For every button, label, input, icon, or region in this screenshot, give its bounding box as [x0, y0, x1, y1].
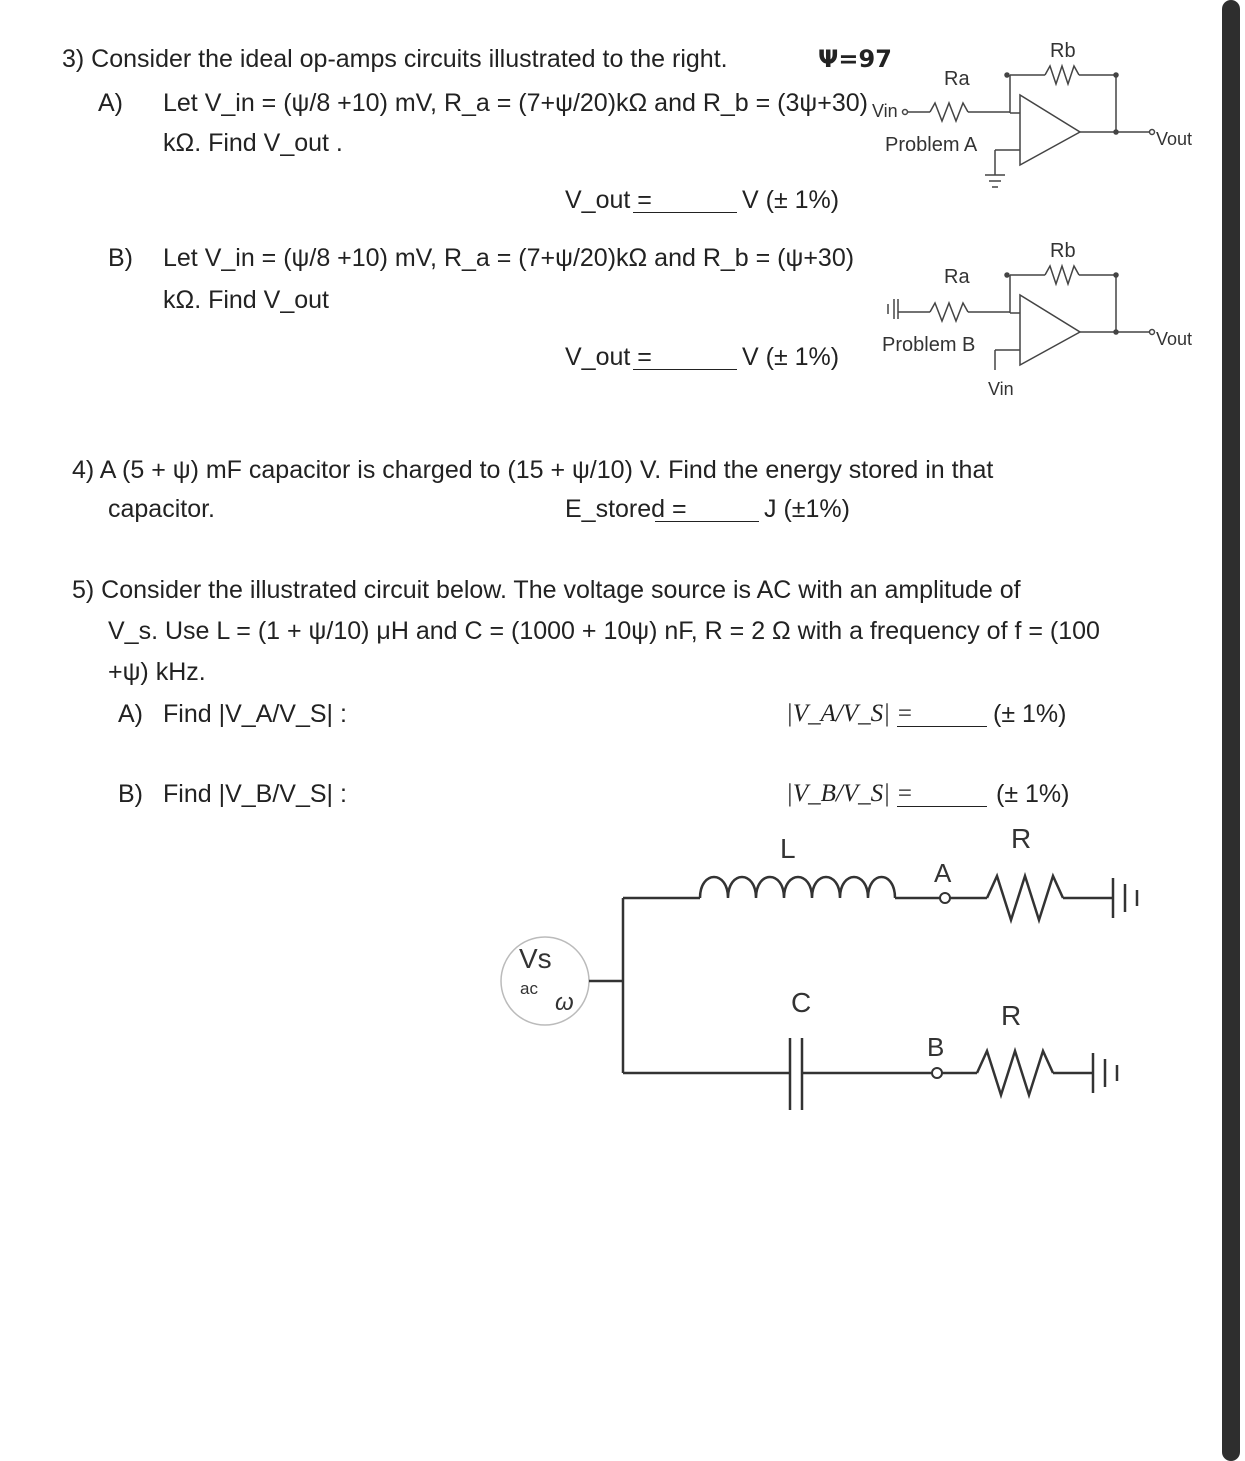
vout-label-a: Vout [1156, 129, 1193, 149]
opamp-circuit-b [860, 235, 1200, 410]
vin-label-a: Vin [872, 101, 898, 121]
q3b-answer-unit: V (± 1%) [742, 343, 840, 371]
q3b-line2: kΩ. Find V_out [163, 286, 329, 314]
q5b-label: B) [118, 780, 143, 808]
node-a-label: A [934, 858, 952, 888]
scrollbar[interactable] [1222, 0, 1240, 1461]
problem-b-caption: Problem B [882, 334, 976, 356]
q3b-label: B) [108, 244, 133, 272]
q3a-answer-unit: V (± 1%) [742, 186, 840, 214]
q3a-line1: Let V_in = (ψ/8 +10) mV, R_a = (7+ψ/20)kΩ and R_b = (3ψ+30) [163, 89, 868, 117]
q5a-answer-unit: (± 1%) [993, 700, 1067, 728]
q5a-prompt: Find |V_A/V_S| : [163, 700, 347, 728]
q5a-label: A) [118, 700, 143, 728]
rlc-circuit [495, 820, 1175, 1120]
q3b-answer-lhs: V_out = [565, 343, 652, 371]
q5-line2: V_s. Use L = (1 + ψ/10) μH and C = (1000 + 10ψ) nF, R = 2 Ω with a frequency of f = (100 [108, 617, 1100, 645]
rb-label-a: Rb [1050, 40, 1076, 62]
ra-label-b: Ra [944, 266, 970, 288]
q3-handwritten-psi: Ψ=97 [818, 45, 892, 73]
resistor-bottom-label: R [1001, 1000, 1022, 1031]
q3b-answer-blank[interactable] [633, 347, 737, 370]
q4-answer-lhs: E_stored = [565, 495, 687, 523]
vin-label-b: Vin [988, 379, 1014, 399]
source-vs-label: Vs [519, 943, 552, 974]
q5b-answer-blank[interactable] [897, 784, 987, 807]
problem-a-caption: Problem A [885, 134, 978, 156]
vout-label-b: Vout [1156, 329, 1193, 349]
q3a-line2: kΩ. Find V_out . [163, 129, 343, 157]
q4-answer-unit: J (±1%) [764, 495, 850, 523]
q4-line1: 4) A (5 + ψ) mF capacitor is charged to (15 + ψ/10) V. Find the energy stored in that [72, 456, 994, 484]
q3a-answer-blank[interactable] [633, 190, 737, 213]
source-ac-label: ac [520, 979, 538, 998]
q5-line1: 5) Consider the illustrated circuit below. The voltage source is AC with an amplitude of [72, 576, 1021, 604]
q5b-answer-lhs: |V_B/V_S| = [786, 780, 914, 807]
q4-line2: capacitor. [108, 495, 216, 523]
q5b-answer-unit: (± 1%) [996, 780, 1070, 808]
source-omega-label: ω [555, 989, 574, 1016]
q5a-answer-lhs: |V_A/V_S| = [786, 700, 914, 727]
opamp-circuit-a [860, 35, 1200, 210]
inductor-label: L [780, 833, 796, 864]
q5a-answer-blank[interactable] [897, 704, 987, 727]
node-b-label: B [927, 1032, 945, 1062]
capacitor-label: C [791, 987, 812, 1018]
q5-line3: +ψ) kHz. [108, 658, 206, 686]
rb-label-b: Rb [1050, 240, 1076, 262]
q3b-line1: Let V_in = (ψ/8 +10) mV, R_a = (7+ψ/20)kΩ and R_b = (ψ+30) [163, 244, 855, 272]
q3a-label: A) [98, 89, 123, 117]
q4-answer-blank[interactable] [655, 499, 759, 522]
q5b-prompt: Find |V_B/V_S| : [163, 780, 347, 808]
q3-prompt: 3) Consider the ideal op-amps circuits illustrated to the right. [62, 45, 728, 73]
q3a-answer-lhs: V_out = [565, 186, 652, 214]
resistor-top-label: R [1011, 823, 1032, 854]
ra-label-a: Ra [944, 68, 970, 90]
